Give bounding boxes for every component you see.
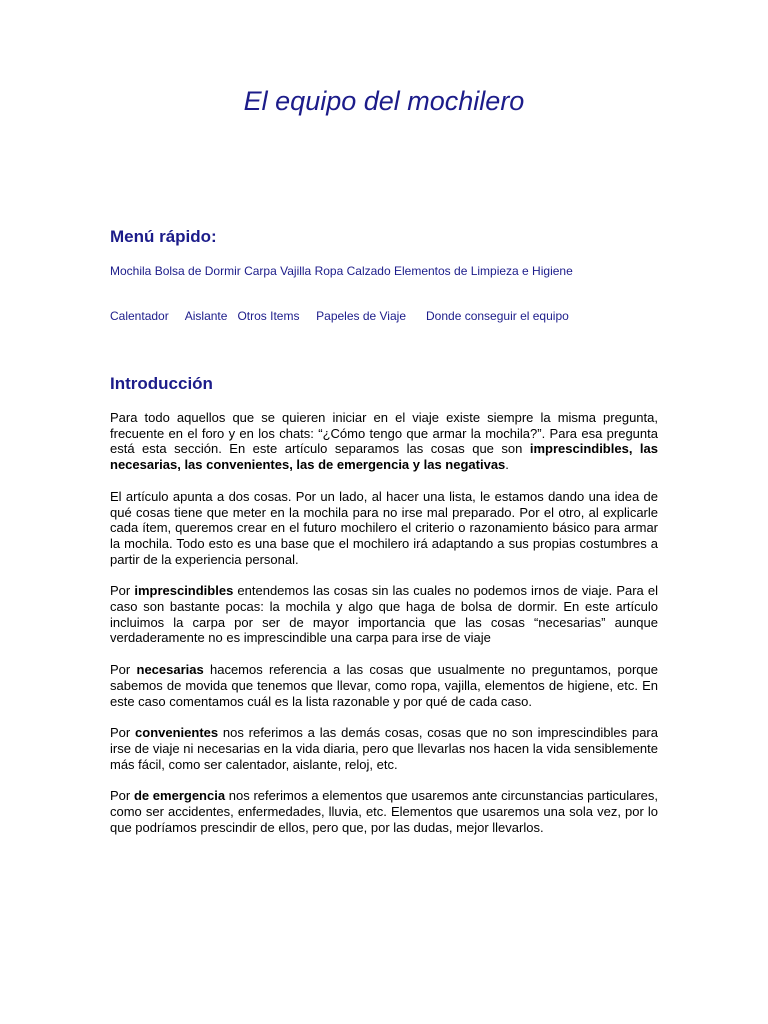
paragraph-text: Para todo aquellos que se quieren iniciar en el viaje existe siempre la misma pregunta, frecuente en el foro y en los chats: “¿Cómo tengo que armar la mochila?”. Para esa pregunta está esta sección. En este artículo separamos las cosas que son xyxy=(110,410,658,457)
paragraph-bold: convenientes xyxy=(135,725,219,741)
menu-link-bolsa-de-dormir[interactable]: Bolsa de Dormir xyxy=(154,264,241,278)
menu-link-donde-conseguir[interactable]: Donde conseguir el equipo xyxy=(426,309,569,323)
paragraph-text: nos referimos a las demás cosas, cosas que no son imprescindibles para irse de viaje ni necesarias en la vida diaria, pero que llevarlas nos hacen la vida sensiblemente más fácil, como ser calentador, aislante, reloj, etc. xyxy=(110,725,658,772)
menu-link-otros-items[interactable]: Otros Items xyxy=(237,309,300,323)
menu-link-vajilla[interactable]: Vajilla xyxy=(280,264,312,278)
intro-paragraph-4 xyxy=(110,662,658,709)
intro-heading: Introducción xyxy=(110,374,213,393)
intro-paragraph-1 xyxy=(110,410,658,473)
paragraph-bold: necesarias xyxy=(136,662,204,678)
paragraph-end: . xyxy=(505,457,509,473)
menu-link-mochila[interactable]: Mochila xyxy=(110,264,152,278)
paragraph-bold: imprescindibles xyxy=(134,583,234,599)
paragraph-text: entendemos las cosas sin las cuales no podemos irnos de viaje. Para el caso son bastante pocas: la mochila y algo que haga de bolsa de dormir. En este artículo incluimos la carpa por ser de mayor importancia que las cosas “necesarias” aunque verdaderamente no es imprescindible una carpa para irse de viaje xyxy=(110,583,658,646)
menu-link-carpa[interactable]: Carpa xyxy=(244,264,277,278)
menu-link-limpieza-higiene[interactable]: Elementos de Limpieza e Higiene xyxy=(393,264,573,278)
intro-body xyxy=(110,410,658,851)
paragraph-text: nos referimos a elementos que usaremos ante circunstancias particulares, como ser accidentes, enfermedades, lluvia, etc. Elementos que usaremos una sola vez, por lo que podríamos prescindir de ellos, pero que, por las dudas, mejor llevarlos. xyxy=(110,788,658,835)
menu-link-ropa[interactable]: Ropa xyxy=(314,264,344,278)
menu-link-calentador[interactable]: Calentador xyxy=(110,309,169,323)
menu-link-calzado[interactable]: Calzado xyxy=(346,264,391,278)
menu-link-aislante[interactable]: Aislante xyxy=(184,309,228,323)
quick-menu-row-1 xyxy=(110,264,658,279)
intro-paragraph-5 xyxy=(110,725,658,772)
paragraph-start: Por xyxy=(110,725,136,741)
paragraph-bold: de emergencia xyxy=(133,788,226,804)
quick-menu-heading: Menú rápido: xyxy=(110,227,217,246)
paragraph-text: hacemos referencia a las cosas que usualmente no preguntamos, porque sabemos de movida que tenemos que llevar, como ropa, vajilla, elementos de higiene, etc. En este caso comentamos cuál es la lista razonable y por qué de cada caso. xyxy=(110,662,658,709)
paragraph-bold: imprescindibles, las necesarias, las convenientes, las de emergencia y las negativas xyxy=(110,441,658,473)
page-title: El equipo del mochilero xyxy=(243,86,525,116)
intro-paragraph-3 xyxy=(110,583,658,646)
paragraph-start: Por xyxy=(110,662,137,678)
quick-menu-row-2 xyxy=(110,309,658,324)
intro-paragraph-2: El artículo apunta a dos cosas. Por un lado, al hacer una lista, le estamos dando una idea de qué cosas tiene que meter en la mochila para no irse mal preparado. Por el otro, al explicarle cada ítem, queremos crear en el futuro mochilero el criterio o razonamiento básico para armar la mochila. Todo esto es una base que el mochilero irá adaptando a sus propias costumbres a partir de la experiencia personal. xyxy=(110,488,658,567)
menu-link-papeles-de-viaje[interactable]: Papeles de Viaje xyxy=(316,309,406,323)
intro-paragraph-6 xyxy=(110,788,658,835)
paragraph-start: Por xyxy=(110,583,135,599)
paragraph-start: Por xyxy=(110,788,134,804)
